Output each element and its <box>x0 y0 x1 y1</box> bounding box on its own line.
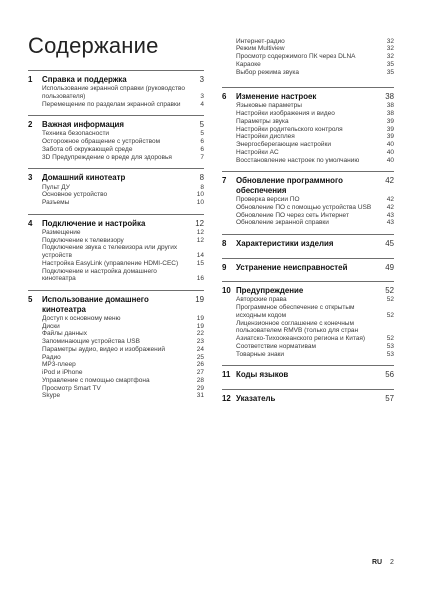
entry-page-number: 23 <box>196 338 204 346</box>
section-title: Использование домашнего кинотеатра <box>42 295 149 314</box>
section-number: 1 <box>28 75 33 84</box>
entry-title: Настройки AC <box>236 148 279 156</box>
section-title: Характеристики изделия <box>236 239 334 249</box>
entry-page-number: 40 <box>386 141 394 149</box>
entry-title: Выбор режима звука <box>236 68 299 76</box>
section-number: 4 <box>28 218 33 228</box>
entry-page-number: 6 <box>200 138 204 146</box>
toc-entry[interactable] <box>42 392 204 400</box>
entry-title: Доступ к основному меню <box>42 314 121 322</box>
section-heading[interactable] <box>222 171 394 195</box>
section-heading[interactable] <box>222 365 394 380</box>
section-page-number: 49 <box>385 262 394 272</box>
toc-entry[interactable] <box>42 260 204 268</box>
entry-title: Подключение к телевизору <box>42 236 124 244</box>
entry-title: 3D Предупреждение о вреде для здоровья <box>42 153 172 161</box>
toc-entry[interactable] <box>42 237 204 245</box>
toc-entry[interactable] <box>236 45 394 53</box>
page-title: Содержание <box>28 33 159 58</box>
toc-entry[interactable] <box>236 343 394 351</box>
continued-entries <box>222 38 394 77</box>
entry-title: Параметры звука <box>236 117 289 125</box>
entry-page-number: 26 <box>196 361 204 369</box>
section-heading[interactable] <box>222 234 394 249</box>
toc-section <box>222 87 394 164</box>
section-heading[interactable] <box>28 115 204 130</box>
toc-entry[interactable] <box>236 53 394 61</box>
toc-entry[interactable] <box>236 61 394 69</box>
toc-entry[interactable] <box>236 219 394 227</box>
section-title: Предупреждение <box>236 286 304 296</box>
toc-entry[interactable] <box>236 157 394 165</box>
section-number: 11 <box>222 370 231 380</box>
section-heading[interactable] <box>222 258 394 273</box>
entry-page-number: 39 <box>386 133 394 141</box>
entry-title: Лицензионное соглашение с конечным пользователем RMVB (только для стран Азиатско-Тихоокеанского региона и Китая) <box>236 319 366 343</box>
toc-entry[interactable] <box>42 199 204 207</box>
entry-page-number: 35 <box>386 60 394 68</box>
entry-title: Осторожное обращение с устройством <box>42 138 161 146</box>
toc-entry[interactable] <box>236 133 394 141</box>
entry-title: Запоминающие устройства USB <box>42 338 140 346</box>
section-page-number: 12 <box>195 218 204 228</box>
entry-page-number: 10 <box>196 199 204 207</box>
entry-page-number: 12 <box>196 236 204 244</box>
section-page-number: 38 <box>385 92 394 102</box>
entry-page-number: 6 <box>200 145 204 153</box>
toc-entry[interactable] <box>236 296 394 304</box>
toc-entry[interactable] <box>42 354 204 362</box>
toc-entry[interactable] <box>42 101 204 109</box>
section-page-number: 8 <box>199 173 204 183</box>
entry-title: Языковые параметры <box>236 102 302 110</box>
toc-entry[interactable] <box>42 244 204 260</box>
entry-page-number: 38 <box>386 102 394 110</box>
entry-title: Настройки родительского контроля <box>236 125 343 133</box>
entry-title: Соответствие нормативам <box>236 342 317 350</box>
entry-page-number: 10 <box>196 191 204 199</box>
toc-entry[interactable] <box>42 330 204 338</box>
entry-title: Основное устройство <box>42 191 108 199</box>
entry-title: Товарные знаки <box>236 350 285 358</box>
toc-right-column <box>222 37 394 413</box>
toc-entry[interactable] <box>236 69 394 77</box>
entry-title: Диски <box>42 322 60 330</box>
toc-entry[interactable] <box>42 361 204 369</box>
entry-title: Настройки изображения и видео <box>236 110 335 118</box>
entry-page-number: 14 <box>196 252 204 260</box>
toc-left-column <box>28 70 204 407</box>
entry-page-number: 12 <box>196 228 204 236</box>
entry-title: Файлы данных <box>42 330 87 338</box>
toc-section <box>222 234 394 249</box>
entry-page-number: 32 <box>386 45 394 53</box>
toc-entry[interactable] <box>236 38 394 46</box>
section-page-number: 5 <box>199 120 204 130</box>
entry-page-number: 5 <box>200 130 204 138</box>
entry-title: Обновление ПО через сеть Интернет <box>236 211 349 219</box>
entry-title: Караоке <box>236 60 261 68</box>
entry-page-number: 43 <box>386 219 394 227</box>
entry-title: Размещение <box>42 228 81 236</box>
toc-section <box>222 171 394 227</box>
toc-entry[interactable] <box>42 154 204 162</box>
entry-page-number: 39 <box>386 117 394 125</box>
section-number: 12 <box>222 393 231 403</box>
toc-entry[interactable] <box>42 85 204 101</box>
entry-page-number: 39 <box>386 125 394 133</box>
section-heading[interactable] <box>28 214 204 229</box>
section-number: 5 <box>28 295 33 305</box>
entry-page-number: 28 <box>196 376 204 384</box>
entry-title: Просмотр содержимого ПК через DLNA <box>236 53 356 60</box>
section-title: Домашний кинотеатр <box>42 173 126 183</box>
entry-page-number: 29 <box>196 384 204 392</box>
section-entries <box>28 184 204 207</box>
entry-title: Обновление ПО с помощью устройства USB <box>236 203 372 211</box>
entry-page-number: 16 <box>196 275 204 283</box>
entry-title: Использование экранной справки (руководство пользователя) <box>42 85 185 100</box>
entry-page-number: 43 <box>386 211 394 219</box>
toc-section <box>28 168 204 206</box>
toc-section <box>222 365 394 380</box>
entry-title: MP3-плеер <box>42 361 76 369</box>
entry-title: Режим Multiview <box>236 45 285 53</box>
toc-section <box>222 389 394 404</box>
entry-page-number: 22 <box>196 330 204 338</box>
entry-page-number: 52 <box>386 335 394 343</box>
toc-entry[interactable] <box>42 346 204 354</box>
page-number: 2 <box>390 559 394 566</box>
toc-entry[interactable] <box>236 204 394 212</box>
toc-entry[interactable] <box>42 377 204 385</box>
section-title: Подключение и настройка <box>42 218 146 228</box>
entry-title: Энергосберегающие настройки <box>236 141 331 149</box>
entry-title: Управление с помощью смартфона <box>42 376 150 384</box>
entry-page-number: 42 <box>386 203 394 211</box>
section-entries <box>28 315 204 400</box>
section-title: Коды языков <box>236 370 289 380</box>
toc-entry[interactable] <box>42 191 204 199</box>
entry-title: Подключение и настройка домашнего кинотеатра <box>42 267 157 283</box>
entry-page-number: 25 <box>196 353 204 361</box>
entry-page-number: 19 <box>196 314 204 322</box>
section-title: Устранение неисправностей <box>236 262 348 272</box>
entry-page-number: 53 <box>386 342 394 350</box>
entry-title: Техника безопасности <box>42 130 110 138</box>
toc-section <box>28 70 204 108</box>
entry-page-number: 42 <box>386 196 394 204</box>
section-entries <box>222 296 394 358</box>
section-page-number: 57 <box>385 393 394 403</box>
section-title: Важная информация <box>42 120 125 130</box>
toc-entry[interactable] <box>236 196 394 204</box>
toc-entry[interactable] <box>42 385 204 393</box>
entry-page-number: 35 <box>386 68 394 76</box>
section-heading[interactable] <box>28 70 204 85</box>
toc-entry[interactable] <box>42 146 204 154</box>
entry-title: Авторские права <box>236 296 287 304</box>
toc-entry[interactable] <box>236 141 394 149</box>
section-entries <box>28 229 204 283</box>
entry-page-number: 19 <box>196 322 204 330</box>
section-number: 2 <box>28 120 33 130</box>
section-page-number: 42 <box>385 176 394 186</box>
toc-section <box>28 115 204 161</box>
entry-title: Настройка EasyLink (управление HDMI-CEC) <box>42 259 179 267</box>
section-number: 9 <box>222 262 227 272</box>
toc-entry[interactable] <box>42 229 204 237</box>
entry-title: Просмотр Smart TV <box>42 384 101 392</box>
toc-entry[interactable] <box>42 369 204 377</box>
entry-page-number: 3 <box>200 92 204 100</box>
section-entries <box>28 130 204 161</box>
entry-page-number: 40 <box>386 148 394 156</box>
entry-title: Настройки дисплея <box>236 133 295 141</box>
section-page-number: 52 <box>385 286 394 296</box>
entry-title: Программное обеспечение с открытым исходным кодом <box>236 304 355 319</box>
section-entries <box>222 196 394 227</box>
entry-page-number: 38 <box>386 110 394 118</box>
toc-entry[interactable] <box>42 138 204 146</box>
section-title: Справка и поддержка <box>42 75 127 84</box>
entry-page-number: 32 <box>386 53 394 60</box>
entry-page-number: 31 <box>196 392 204 400</box>
entry-page-number: 24 <box>196 345 204 353</box>
section-heading[interactable] <box>222 87 394 102</box>
entry-page-number: 52 <box>386 311 394 319</box>
entry-title: Skype <box>42 392 61 400</box>
section-number: 3 <box>28 173 33 183</box>
section-page-number: 56 <box>385 370 394 380</box>
section-number: 6 <box>222 92 227 102</box>
toc-entry[interactable] <box>42 338 204 346</box>
section-number: 8 <box>222 239 227 249</box>
section-entries <box>28 85 204 108</box>
entry-title: Пульт ДУ <box>42 183 70 191</box>
toc-entry[interactable] <box>236 110 394 118</box>
section-title: Изменение настроек <box>236 92 317 102</box>
toc-entry[interactable] <box>236 149 394 157</box>
section-page-number: 19 <box>195 295 204 305</box>
entry-page-number: 27 <box>196 369 204 377</box>
entry-title: Восстановление настроек по умолчанию <box>236 156 360 164</box>
entry-page-number: 15 <box>196 259 204 267</box>
toc-section <box>222 258 394 273</box>
language-code: RU <box>372 559 383 566</box>
toc-section <box>222 281 394 358</box>
section-heading[interactable] <box>28 168 204 183</box>
entry-title: iPod и iPhone <box>42 369 83 377</box>
entry-page-number: 53 <box>386 350 394 358</box>
toc-entry[interactable] <box>42 315 204 323</box>
toc-entry[interactable] <box>236 351 394 359</box>
section-title: Обновление программного обеспечения <box>236 176 344 195</box>
entry-page-number: 52 <box>386 296 394 304</box>
entry-title: Обновление экранной справки <box>236 219 329 227</box>
toc-entry[interactable] <box>236 102 394 110</box>
entry-title: Параметры аудио, видео и изображений <box>42 345 165 353</box>
toc-section <box>28 214 204 283</box>
entry-title: Забота об окружающей среде <box>42 145 133 153</box>
section-page-number: 3 <box>199 75 204 84</box>
entry-title: Разъемы <box>42 199 70 207</box>
section-heading[interactable] <box>28 290 204 314</box>
toc-entry[interactable] <box>42 268 204 284</box>
entry-title: Интернет-радио <box>236 37 285 45</box>
section-heading[interactable] <box>222 389 394 404</box>
section-entries <box>222 102 394 164</box>
section-page-number: 45 <box>385 239 394 249</box>
entry-page-number: 7 <box>200 153 204 161</box>
entry-title: Подключение звука с телевизора или других устройств <box>42 244 178 260</box>
section-heading[interactable] <box>222 281 394 296</box>
section-number: 7 <box>222 176 227 186</box>
toc-entry[interactable] <box>236 304 394 320</box>
entry-title: Проверка версии ПО <box>236 196 300 204</box>
entry-title: Перемещение по разделам экранной справки <box>42 100 181 108</box>
entry-title: Радио <box>42 353 61 361</box>
entry-page-number: 32 <box>386 37 394 45</box>
entry-page-number: 4 <box>200 100 204 108</box>
entry-page-number: 40 <box>386 156 394 164</box>
toc-entry[interactable] <box>236 320 394 343</box>
entry-page-number: 8 <box>200 183 204 191</box>
section-title: Указатель <box>236 393 276 403</box>
toc-entry[interactable] <box>236 118 394 126</box>
toc-section <box>28 290 204 400</box>
section-number: 10 <box>222 286 231 296</box>
